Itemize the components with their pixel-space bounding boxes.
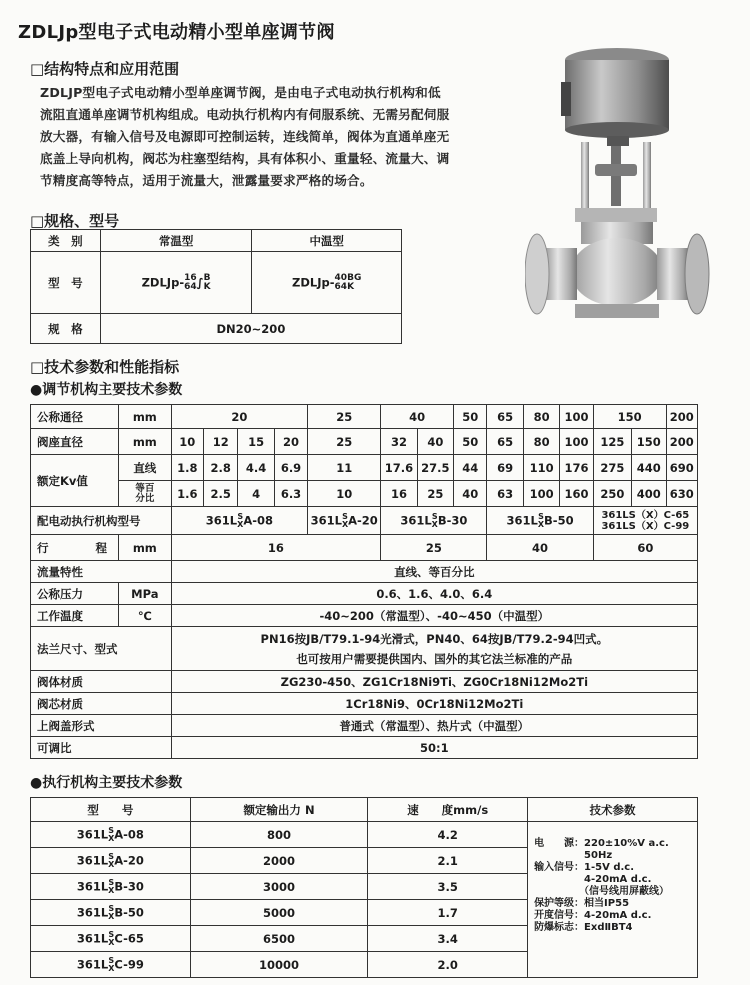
seat-cell: 20	[274, 429, 307, 455]
actuator-model-cell: 361LS XB-50	[487, 507, 593, 535]
actuator-header-cell: 额定输出力 N	[190, 798, 368, 822]
kv-percent-cell: 400	[632, 481, 666, 507]
actuator-force: 3000	[190, 874, 368, 900]
kv-label: 额定Kv值	[31, 455, 119, 507]
kv-linear-cell: 6.9	[274, 455, 307, 481]
dn-cell: 150	[593, 405, 666, 429]
dn-cell: 25	[308, 405, 381, 429]
kv-percent-label: 等百 分比	[119, 481, 172, 507]
description-line: 流阻直通单座调节机构组成。电动执行机构内有伺服系统、无需另配伺服	[40, 107, 450, 122]
kv-linear-cell: 11	[308, 455, 381, 481]
actuator-force: 10000	[190, 952, 368, 978]
bonnet-value: 普通式（常温型）、热片式（中温型）	[171, 715, 697, 737]
kv-percent-cell: 160	[560, 481, 593, 507]
section-tech-heading: □技术参数和性能指标	[30, 358, 180, 376]
pressure-label: 公称压力	[31, 583, 119, 605]
kv-percent-cell: 630	[666, 481, 698, 507]
kv-linear-cell: 440	[632, 455, 666, 481]
core-material-value: 1Cr18Ni9、0Cr18Ni12Mo2Ti	[171, 693, 697, 715]
kv-percent-cell: 2.5	[204, 481, 238, 507]
dn-label: 公称通径	[31, 405, 119, 429]
core-material-label: 阀芯材质	[31, 693, 172, 715]
actuator-model: 361LS XA-20	[31, 848, 191, 874]
seat-label: 阀座直径	[31, 429, 119, 455]
kv-linear-cell: 44	[454, 455, 487, 481]
temp-unit: ℃	[119, 605, 172, 627]
actuator-table	[30, 797, 698, 978]
actuator-header-cell: 技术参数	[528, 798, 698, 822]
actuator-header-cell: 速 度mm/s	[368, 798, 528, 822]
stroke-label: 行 程	[31, 535, 119, 561]
kv-percent-cell: 25	[417, 481, 453, 507]
actuator-speed: 1.7	[368, 900, 528, 926]
actuator-force: 800	[190, 822, 368, 848]
spec-model-medium: ZDLJp-40 64BG K	[252, 252, 402, 314]
stroke-cell: 16	[171, 535, 381, 561]
kv-linear-cell: 110	[523, 455, 559, 481]
kv-percent-cell: 1.6	[171, 481, 203, 507]
description-line: 底盖上导向机构，阀芯为柱塞型结构，具有体积小、重量轻、流量大、调	[40, 151, 450, 166]
temp-value: -40~200（常温型）、-40~450（中温型）	[171, 605, 697, 627]
description-line: 节精度高等特点，适用于流量大，泄露量要求严格的场合。	[40, 173, 373, 188]
dn-unit: mm	[119, 405, 172, 429]
section-regulator-heading: ●调节机构主要技术参数	[30, 382, 183, 398]
kv-linear-cell: 4.4	[238, 455, 274, 481]
spec-model-normal: ZDLJp-16 64∫B K	[100, 252, 252, 314]
actuator-model: 361LS XA-08	[31, 822, 191, 848]
dn-cell: 65	[487, 405, 523, 429]
stroke-unit: mm	[119, 535, 172, 561]
actuator-model-cell: 361LS（X）C-65 361LS（X）C-99	[593, 507, 697, 535]
seat-cell: 200	[666, 429, 698, 455]
actuator-speed: 4.2	[368, 822, 528, 848]
flow-value: 直线、等百分比	[171, 561, 697, 583]
page-title: ZDLJp型电子式电动精小型单座调节阀	[18, 22, 335, 43]
actuator-force: 5000	[190, 900, 368, 926]
kv-linear-cell: 690	[666, 455, 698, 481]
actuator-force: 6500	[190, 926, 368, 952]
kv-linear-cell: 1.8	[171, 455, 203, 481]
stroke-cell: 40	[487, 535, 593, 561]
kv-linear-cell: 176	[560, 455, 593, 481]
description-line: ZDLJP型电子式电动精小型单座调节阀，是由电子式电动执行机构和低	[40, 85, 441, 100]
stroke-cell: 25	[381, 535, 487, 561]
seat-cell: 65	[487, 429, 523, 455]
section-actuator-heading: ●执行机构主要技术参数	[30, 775, 183, 791]
kv-linear-cell: 27.5	[417, 455, 453, 481]
seat-unit: mm	[119, 429, 172, 455]
kv-linear-label: 直线	[119, 455, 172, 481]
bonnet-label: 上阀盖形式	[31, 715, 172, 737]
dn-cell: 100	[560, 405, 593, 429]
flange-label: 法兰尺寸、型式	[31, 627, 172, 671]
seat-cell: 150	[632, 429, 666, 455]
seat-cell: 32	[381, 429, 417, 455]
spec-header-cell: 中温型	[252, 230, 402, 252]
kv-percent-cell: 100	[523, 481, 559, 507]
section-spec-heading: □规格、型号	[30, 212, 120, 230]
actuator-speed: 2.1	[368, 848, 528, 874]
regulator-table	[30, 404, 698, 759]
kv-linear-cell: 17.6	[381, 455, 417, 481]
flange-value: PN16按JB/T79.1-94光滑式，PN40、64按JB/T79.2-94凹式。 也可按用户需要提供国内、国外的其它法兰标准的产品	[171, 627, 697, 671]
spec-header-cell: 常温型	[100, 230, 252, 252]
dn-cell: 20	[171, 405, 308, 429]
seat-cell: 40	[417, 429, 453, 455]
valve-product-image	[525, 42, 710, 332]
kv-percent-cell: 63	[487, 481, 523, 507]
range-value: 50:1	[171, 737, 697, 759]
dn-cell: 50	[454, 405, 487, 429]
spec-size-label: 规 格	[31, 314, 101, 344]
stroke-cell: 60	[593, 535, 697, 561]
actuator-label: 配电动执行机构型号	[31, 507, 172, 535]
actuator-speed: 3.5	[368, 874, 528, 900]
spec-model-label: 型 号	[31, 252, 101, 314]
seat-cell: 12	[204, 429, 238, 455]
actuator-model: 361LS XC-65	[31, 926, 191, 952]
actuator-header-cell: 型 号	[31, 798, 191, 822]
kv-percent-cell: 4	[238, 481, 274, 507]
temp-label: 工作温度	[31, 605, 119, 627]
seat-cell: 80	[523, 429, 559, 455]
kv-linear-cell: 69	[487, 455, 523, 481]
kv-percent-cell: 40	[454, 481, 487, 507]
actuator-model-cell: 361LS XB-30	[381, 507, 487, 535]
seat-cell: 10	[171, 429, 203, 455]
kv-linear-cell: 275	[593, 455, 631, 481]
section-structure-heading: □结构特点和应用范围	[30, 60, 180, 78]
actuator-model-cell: 361LS XA-20	[308, 507, 381, 535]
seat-cell: 25	[308, 429, 381, 455]
spec-table	[30, 229, 402, 344]
description-line: 放大器，有输入信号及电源即可控制运转，连线简单，阀体为直通单座无	[40, 129, 450, 144]
pressure-value: 0.6、1.6、4.0、6.4	[171, 583, 697, 605]
spec-size-value: DN20~200	[100, 314, 401, 344]
actuator-model: 361LS XB-30	[31, 874, 191, 900]
pressure-unit: MPa	[119, 583, 172, 605]
body-material-value: ZG230-450、ZG1Cr18Ni9Ti、ZG0Cr18Ni12Mo2Ti	[171, 671, 697, 693]
seat-cell: 50	[454, 429, 487, 455]
range-label: 可调比	[31, 737, 172, 759]
seat-cell: 15	[238, 429, 274, 455]
dn-cell: 80	[523, 405, 559, 429]
kv-percent-cell: 250	[593, 481, 631, 507]
actuator-model-cell: 361LS XA-08	[171, 507, 308, 535]
seat-cell: 125	[593, 429, 631, 455]
kv-percent-cell: 6.3	[274, 481, 307, 507]
body-material-label: 阀体材质	[31, 671, 172, 693]
actuator-model: 361LS XC-99	[31, 952, 191, 978]
actuator-model: 361LS XB-50	[31, 900, 191, 926]
dn-cell: 40	[381, 405, 454, 429]
actuator-speed: 3.4	[368, 926, 528, 952]
spec-header-cell: 类 别	[31, 230, 101, 252]
flow-label: 流量特性	[31, 561, 172, 583]
actuator-force: 2000	[190, 848, 368, 874]
description-paragraph	[40, 82, 520, 192]
seat-cell: 100	[560, 429, 593, 455]
kv-percent-cell: 10	[308, 481, 381, 507]
kv-linear-cell: 2.8	[204, 455, 238, 481]
actuator-speed: 2.0	[368, 952, 528, 978]
actuator-tech-params: 电 源：220±10%V a.c. 50Hz 输入信号：1-5V d.c. 4-20mA d.c. （信号线用屏蔽线） 保护等级：相当IP55 开度信号：4-20mA d.c. 防爆标志：ExdⅡBT4	[528, 822, 698, 978]
dn-cell: 200	[666, 405, 698, 429]
kv-percent-cell: 16	[381, 481, 417, 507]
